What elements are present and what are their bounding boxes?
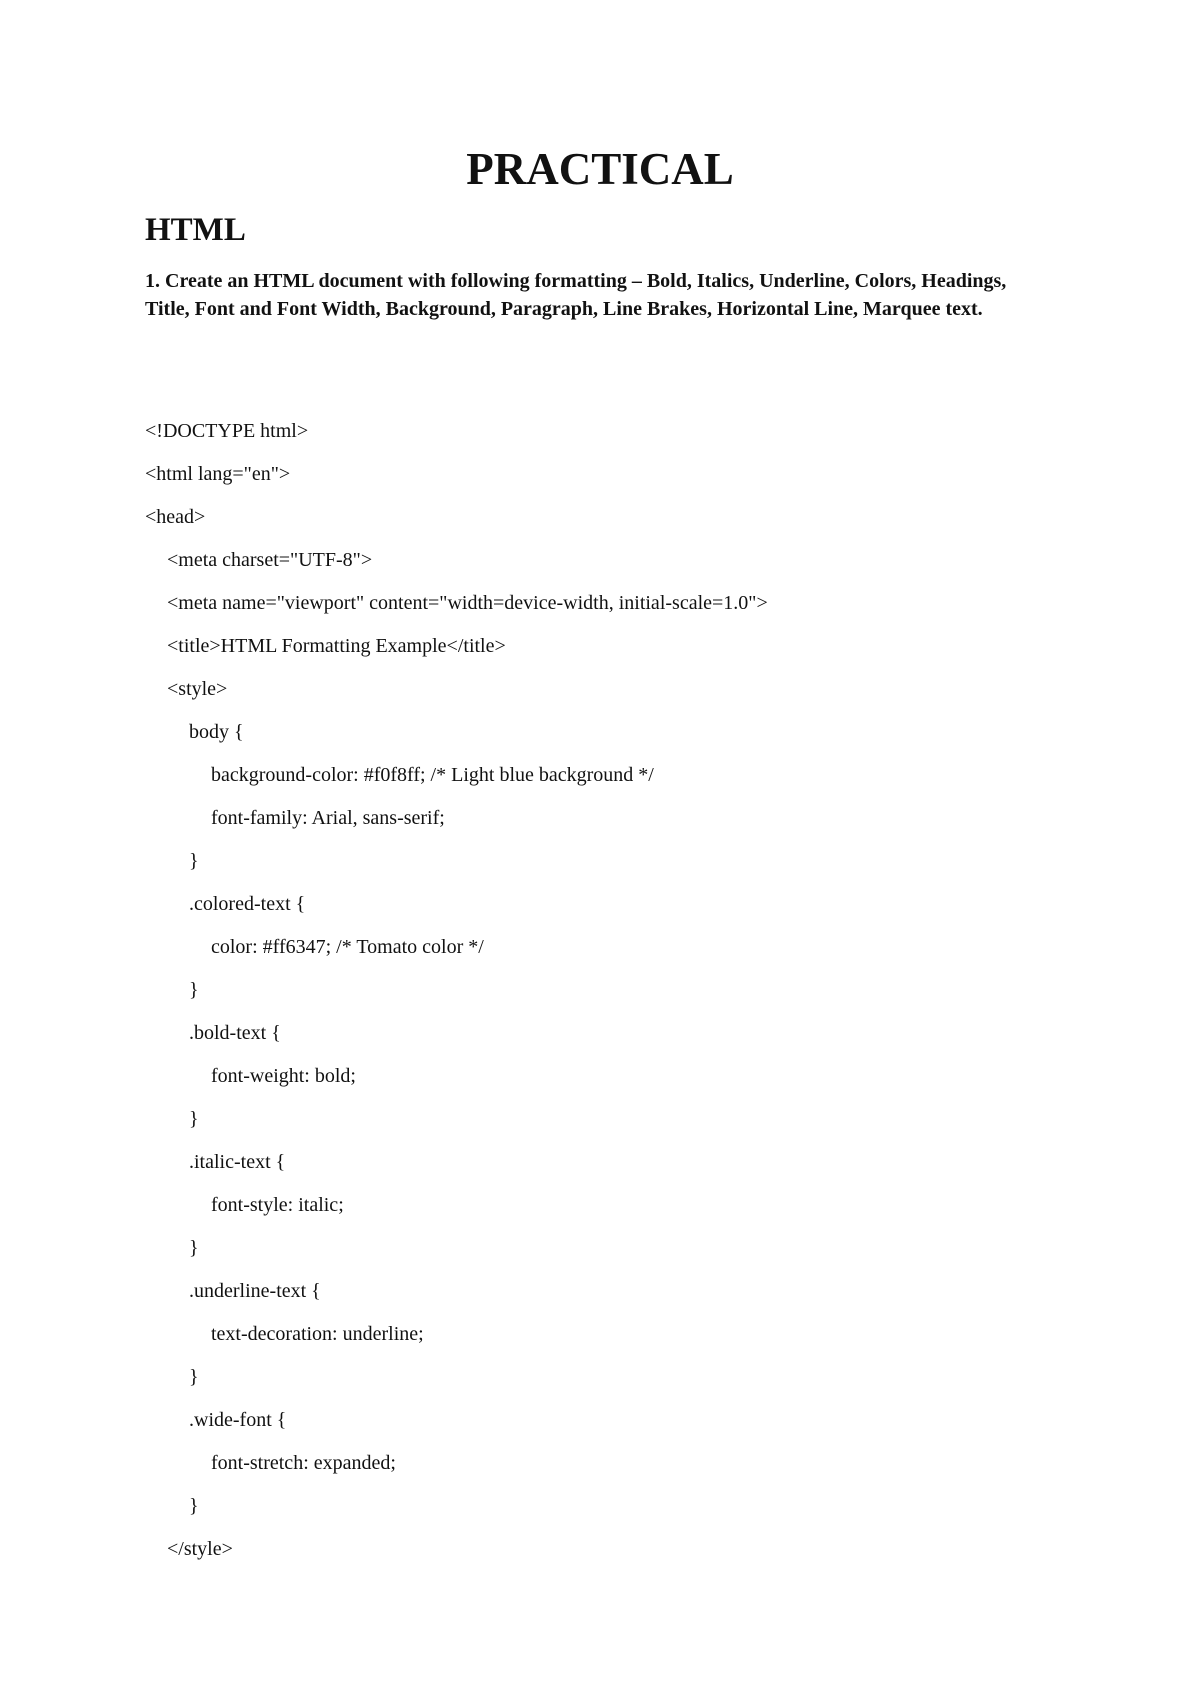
code-line: <style>	[167, 678, 228, 700]
code-line: .bold-text {	[189, 1022, 281, 1044]
code-line: <head>	[145, 506, 206, 528]
code-line: <html lang="en">	[145, 463, 291, 485]
code-line: <title>HTML Formatting Example</title>	[167, 635, 506, 657]
code-line: }	[189, 1108, 199, 1130]
code-line: <meta name="viewport" content="width=device-width, initial-scale=1.0">	[167, 592, 768, 614]
code-line: <meta charset="UTF-8">	[167, 549, 373, 571]
page-title: PRACTICAL	[466, 144, 734, 194]
code-line: }	[189, 1366, 199, 1388]
code-line: .underline-text {	[189, 1280, 321, 1302]
code-line: .italic-text {	[189, 1151, 286, 1173]
code-line: .wide-font {	[189, 1409, 287, 1431]
code-line: <!DOCTYPE html>	[145, 420, 309, 442]
code-line: font-family: Arial, sans-serif;	[211, 807, 445, 829]
code-line: }	[189, 1237, 199, 1259]
question-text: 1. Create an HTML document with following formatting – Bold, Italics, Underline, Colors, Headings, Title, Font and Font Width, Background, Paragraph, Line Brakes, Horizontal Line, Marquee text.	[145, 270, 1007, 320]
code-line: background-color: #f0f8ff; /* Light blue background */	[211, 764, 654, 786]
code-line: body {	[189, 721, 244, 743]
code-line: .colored-text {	[189, 893, 306, 915]
code-line: text-decoration: underline;	[211, 1323, 424, 1345]
code-line: color: #ff6347; /* Tomato color */	[211, 936, 484, 958]
code-line: }	[189, 979, 199, 1001]
code-line: font-style: italic;	[211, 1194, 344, 1216]
code-line: font-weight: bold;	[211, 1065, 356, 1087]
code-line: font-stretch: expanded;	[211, 1452, 396, 1474]
section-heading: HTML	[145, 212, 246, 248]
code-listing	[145, 410, 1145, 1571]
code-line: }	[189, 850, 199, 872]
code-line: }	[189, 1495, 199, 1517]
code-line: </style>	[167, 1538, 233, 1560]
